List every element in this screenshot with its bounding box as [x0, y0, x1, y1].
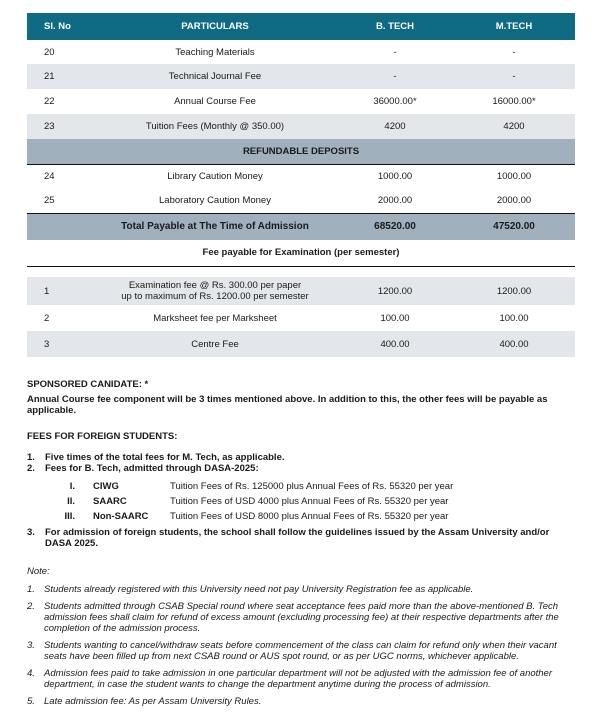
item-number: 1.: [27, 452, 35, 463]
foreign-item: [27, 452, 575, 463]
table-row: [27, 64, 575, 89]
cell-particular: Technical Journal Fee: [168, 71, 262, 82]
note-text: Late admission fee: As per Assam University Rules.: [44, 696, 262, 707]
category-fee: Tuition Fees of USD 4000 plus Annual Fees of Rs. 55320 per year: [170, 496, 449, 507]
roman-numeral: III.: [64, 511, 75, 522]
category: SAARC: [93, 496, 127, 507]
notes-list: [27, 584, 575, 713]
note-item: [27, 584, 575, 595]
cell-sl: 1: [44, 285, 50, 297]
cell-sl: 22: [44, 96, 55, 107]
table-row: [27, 89, 575, 114]
cell-mtech: 2000.00: [496, 195, 532, 207]
refundable-deposits-band: [27, 139, 575, 164]
total-btech: 68520.00: [337, 213, 453, 240]
cell-particular: Centre Fee: [191, 338, 239, 350]
table-row: [27, 114, 575, 139]
roman-numeral: I.: [69, 481, 75, 492]
item-text: Fees for B. Tech, admitted through DASA-2025:: [45, 463, 259, 474]
category: CIWG: [93, 481, 119, 492]
category-fee: Tuition Fees of Rs. 125000 plus Annual Fees of Rs. 55320 per year: [170, 481, 454, 492]
note-number: 2.: [27, 601, 35, 612]
cell-mtech: 1200.00: [496, 285, 532, 297]
note-item: [27, 668, 575, 690]
note-text: Admission fees paid to take admission in one particular department will not be adjusted with the admission fee of another department, in case the student wants to change the department anytime during the process of admission.: [44, 668, 553, 690]
note-number: 4.: [27, 668, 35, 679]
cell-mtech: 100.00: [499, 312, 529, 324]
cell-btech: 2000.00: [377, 195, 413, 207]
header-btech: B. TECH: [337, 13, 453, 40]
note-title: Note:: [27, 566, 50, 577]
roman-numeral: II.: [67, 496, 75, 507]
cell-btech: -: [393, 46, 397, 58]
dasa-category-list: [27, 479, 575, 524]
cell-mtech: 1000.00: [496, 171, 532, 183]
cell-btech: 400.00: [380, 338, 410, 350]
total-mtech: 47520.00: [453, 213, 575, 240]
note-text: Students already registered with this University need not pay University Registration fee as applicable.: [44, 584, 474, 595]
note-item: [27, 640, 575, 662]
table-row: [27, 277, 575, 305]
header-mtech: M.TECH: [453, 13, 575, 40]
note-item: [27, 696, 575, 707]
cell-particular: Teaching Materials: [175, 46, 255, 58]
foreign-item: [27, 527, 575, 549]
note-text: Students admitted through CSAB Special round where seat acceptance fees paid more than the above-mentioned B. Tech admission fees shall claim for refund of excess amount (excluding processing fee) at their respective departments after the completion of the admission process.: [44, 601, 559, 634]
item-text: Five times of the total fees for M. Tech, as applicable.: [45, 452, 285, 463]
cell-sl-empty: [27, 213, 93, 240]
cell-sl: 2: [44, 312, 50, 324]
cell-btech: 1200.00: [377, 285, 413, 297]
item-number: 2.: [27, 463, 35, 474]
cell-btech: -: [393, 71, 397, 82]
table-row: [27, 40, 575, 64]
table-header-row: [27, 13, 575, 40]
note-number: 1.: [27, 584, 35, 595]
note-number: 5.: [27, 696, 35, 707]
spacer-cell: [27, 266, 575, 277]
note-number: 3.: [27, 640, 35, 651]
item-number: 3.: [27, 527, 35, 538]
foreign-students-list: [27, 452, 575, 549]
cell-particular: Library Caution Money: [167, 171, 263, 183]
cell-particular: [93, 277, 337, 305]
dasa-category-item: [27, 494, 575, 509]
category-fee: Tuition Fees of USD 8000 plus Annual Fees of Rs. 55320 per year: [170, 511, 449, 522]
total-row: [27, 213, 575, 240]
header-sl-no: Sl. No: [27, 13, 93, 40]
cell-sl: 20: [44, 46, 55, 58]
dasa-category-item: [27, 479, 575, 494]
table-row: [27, 189, 575, 213]
cell-btech: 100.00: [380, 312, 410, 324]
item-text: For admission of foreign students, the school shall follow the guidelines issued by the Assam University and/or DASA 2025.: [45, 527, 550, 549]
sponsored-text: Annual Course fee component will be 3 times mentioned above. In addition to this, the other fees will be payable as applicable.: [27, 394, 548, 416]
cell-mtech: -: [512, 46, 516, 58]
sponsored-title: SPONSORED CANIDATE: *: [27, 379, 149, 390]
category: Non-SAARC: [93, 511, 149, 522]
cell-particular: Tuition Fees (Monthly @ 350.00): [145, 121, 285, 132]
cell-mtech: 4200: [503, 121, 525, 132]
cell-sl: 3: [44, 338, 50, 350]
total-label: Total Payable at The Time of Admission: [93, 213, 337, 240]
cell-sl: 23: [44, 121, 55, 132]
cell-mtech: -: [512, 71, 516, 82]
note-item: [27, 601, 575, 634]
cell-btech: 4200: [384, 121, 406, 132]
cell-particular: Annual Course Fee: [174, 96, 256, 107]
fee-table: [27, 13, 575, 357]
cell-sl: 21: [44, 71, 55, 82]
particular-line-1: Examination fee @ Rs. 300.00 per paper: [128, 280, 302, 291]
foreign-item: [27, 463, 575, 474]
cell-mtech: 16000.00*: [492, 96, 536, 107]
cell-btech: 36000.00*: [373, 96, 417, 107]
cell-btech: 1000.00: [377, 171, 413, 183]
particular-line-2: up to maximum of Rs. 1200.00 per semester: [121, 291, 309, 302]
exam-fee-title-row: [27, 240, 575, 266]
foreign-students-title: FEES FOR FOREIGN STUDENTS:: [27, 431, 178, 442]
note-text: Students wanting to cancel/withdraw seats before commencement of the class can claim for refund only when their vacant seats have been filled up from next CSAB round or AUS spot round, or as per UGC norms, whichever applicable.: [44, 640, 557, 662]
spacer-row: [27, 266, 575, 277]
table-row: [27, 164, 575, 189]
cell-particular: Laboratory Caution Money: [159, 195, 271, 207]
table-row: [27, 305, 575, 331]
cell-sl: 25: [44, 195, 55, 207]
dasa-category-item: [27, 509, 575, 524]
cell-mtech: 400.00: [499, 338, 529, 350]
refundable-deposits-label: REFUNDABLE DEPOSITS: [27, 139, 575, 164]
cell-particular: Marksheet fee per Marksheet: [153, 312, 277, 324]
header-particulars: PARTICULARS: [93, 13, 337, 40]
exam-fee-title: Fee payable for Examination (per semester): [27, 240, 575, 266]
cell-sl: 24: [44, 171, 55, 183]
table-row: [27, 331, 575, 357]
